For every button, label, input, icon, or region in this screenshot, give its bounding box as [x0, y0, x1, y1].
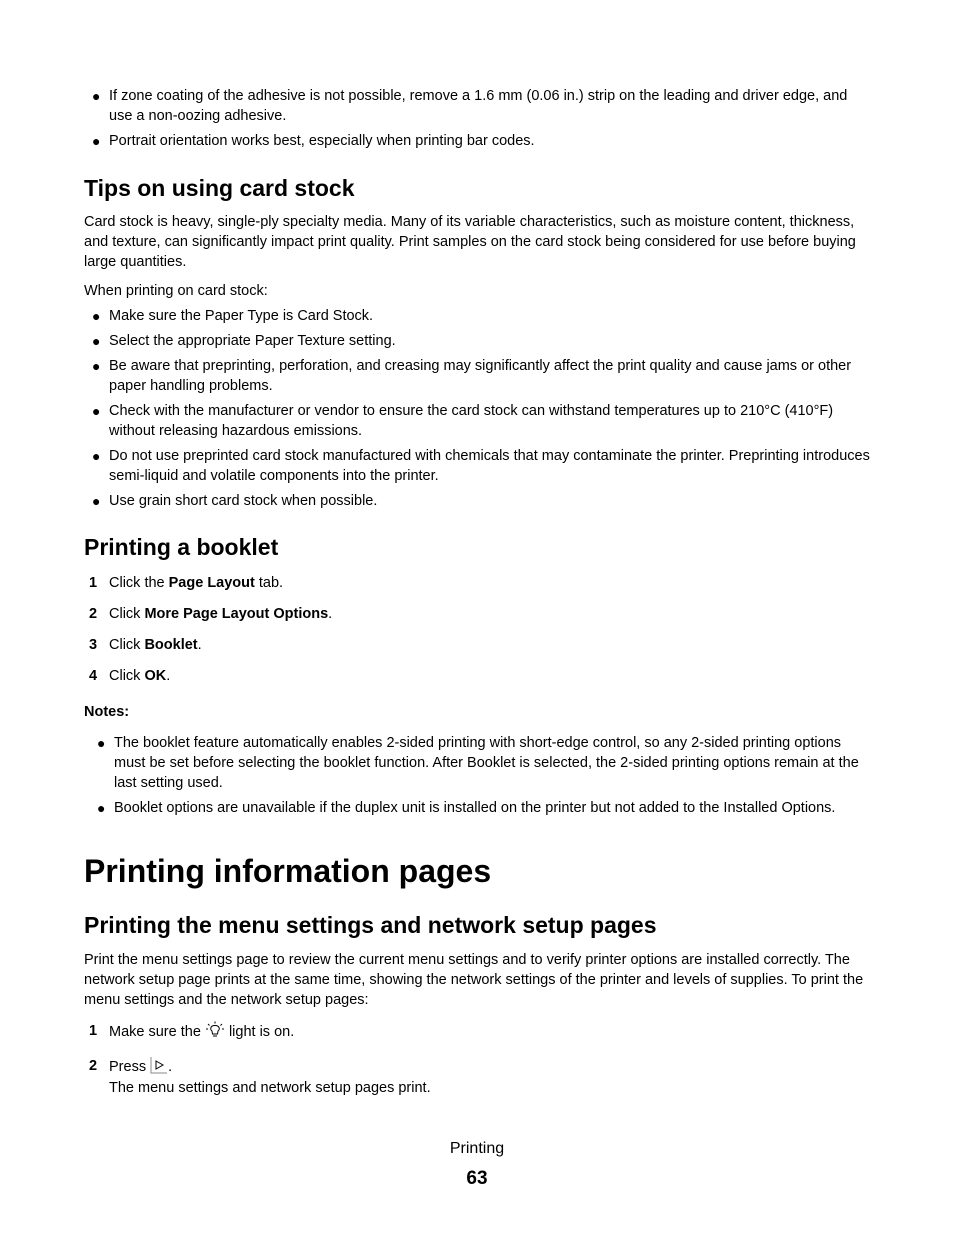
list-item: ● Check with the manufacturer or vendor to ensure the card stock can withstand temperatures up to 210°C (410°F) without releasing hazardous emissions. [92, 403, 834, 439]
step-item: 1 Make sure the light is on. [84, 1021, 874, 1045]
bullet-icon: ● [92, 358, 101, 374]
step-item: 1 Click the Page Layout tab. [89, 575, 284, 591]
info-pages-steps [84, 1021, 874, 1086]
footer-section: Printing [449, 1140, 505, 1157]
step-item: 2 Click More Page Layout Options. [89, 606, 333, 622]
notes-list [84, 733, 874, 818]
card-stock-intro: Card stock is heavy, single-ply specialty media. Many of its variable characteristics, such as moisture content, thickness, and texture, can significantly impact print quality. Print samples on the card stock being considered for use before buying large quantities. [84, 214, 856, 270]
bullet-icon: ● [92, 333, 101, 349]
list-item: ● The booklet feature automatically enables 2-sided printing with short-edge control, so any 2-sided printing options must be set before selecting the booklet function. After Booklet is selected, the 2-sided printing options remain at the last setting used. [97, 735, 859, 791]
list-item: ● Make sure the Paper Type is Card Stock. [92, 308, 374, 324]
step-item: 4 Click OK. [89, 668, 171, 684]
bullet-icon: ● [92, 133, 101, 149]
step-item: 3 Click Booklet. [89, 637, 202, 653]
list-item: ● Be aware that preprinting, perforation, and creasing may significantly affect the print quality and cause jams or other paper handling problems. [92, 358, 852, 394]
card-stock-lead: When printing on card stock: [84, 283, 268, 299]
bullet-icon: ● [97, 800, 106, 816]
section-heading-menu-settings: Printing the menu settings and network setup pages [84, 912, 657, 938]
section-heading-card-stock: Tips on using card stock [84, 175, 355, 201]
bullet-icon: ● [97, 735, 106, 751]
card-stock-bullet-list [84, 306, 874, 516]
bullet-icon: ● [92, 493, 101, 509]
list-item: ● Select the appropriate Paper Texture setting. [92, 333, 396, 349]
notes-label: Notes: [84, 704, 130, 720]
top-bullet-list [84, 86, 874, 156]
list-item: ● Do not use preprinted card stock manufactured with chemicals that may contaminate the printer. Preprinting introduces semi-liquid and volatile components into the printer. [92, 448, 870, 484]
bullet-icon: ● [92, 88, 101, 104]
info-pages-result: The menu settings and network setup pages print. [109, 1080, 431, 1096]
chapter-title: Printing information pages [84, 853, 492, 889]
list-item: ● If zone coating of the adhesive is not possible, remove a 1.6 mm (0.06 in.) strip on the leading and driver edge, and use a non-oozing adhesive. [92, 88, 848, 124]
info-pages-intro: Print the menu settings page to review the current menu settings and to verify printer options are installed correctly. The network setup page prints at the same time, showing the network settings of the printer and levels of supplies. To print the menu settings and the network setup pages: [84, 952, 864, 1008]
section-heading-booklet: Printing a booklet [84, 534, 279, 560]
notes-block [84, 733, 874, 823]
bullet-icon: ● [92, 308, 101, 324]
list-item: ● Booklet options are unavailable if the duplex unit is installed on the printer but not added to the Installed Options. [97, 800, 836, 816]
list-item: ● Use grain short card stock when possible. [92, 493, 378, 509]
start-button-icon [150, 1056, 168, 1080]
booklet-steps [84, 573, 874, 697]
list-item: ● Portrait orientation works best, especially when printing bar codes. [92, 133, 535, 149]
page-number: 63 [466, 1168, 488, 1189]
bullet-icon: ● [92, 448, 101, 464]
light-bulb-icon [205, 1021, 225, 1045]
bullet-icon: ● [92, 403, 101, 419]
step-item: 2 Press . [84, 1056, 874, 1080]
